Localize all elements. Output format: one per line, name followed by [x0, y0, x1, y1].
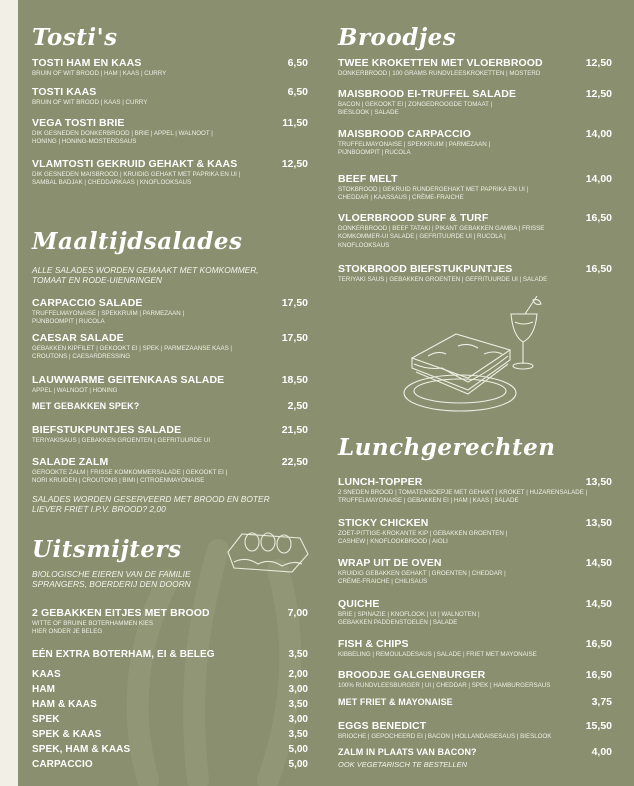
menu-item [338, 746, 612, 758]
item-name: HAM [32, 684, 56, 695]
salades-footnote: SALADES WORDEN GESERVEERD MET BROOD EN BOTER LIEVER FRIET I.P.V. BROOD? 2,00 [32, 494, 270, 514]
menu-item [338, 598, 612, 628]
menu-row [32, 729, 308, 741]
item-desc: BRUIN OF WIT BROOD | KAAS | CURRY [32, 99, 148, 106]
item-price: 3,50 [288, 649, 308, 660]
item-price: 14,00 [585, 128, 612, 140]
uitsmijters-intro: BIOLOGISCHE EIEREN VAN DE FAMILIE SPRANGERS, BOERDERIJ DEN DOORN [32, 569, 191, 589]
broodjes-heading: Broodjes [338, 24, 457, 51]
menu-item [32, 117, 308, 147]
menu-item [338, 57, 612, 78]
item-name: 2 GEBAKKEN EITJES MET BROOD [32, 607, 210, 619]
item-price: 3,75 [591, 696, 612, 708]
item-desc: TERIYAKI SAUS | GEBAKKEN GROENTEN | GEFRITUURDE UI | SALADE [338, 276, 548, 283]
menu-row [32, 684, 308, 696]
item-desc: STOKBROOD | GEKRUID RUNDERGEHAKT MET PAPRIKA EN UI | CHEDDAR | KAASSAUS | CRÈME-FRAICHE [338, 186, 529, 202]
item-price: 18,50 [281, 374, 308, 386]
uitsmijters-heading: Uitsmijters [32, 536, 182, 563]
menu-row [32, 699, 308, 711]
item-name: LAUWWARME GEITENKAAS SALADE [32, 374, 225, 386]
item-price: 3,50 [288, 729, 308, 740]
menu-item [338, 263, 612, 284]
item-name: SPEK [32, 714, 60, 725]
item-price: 12,50 [585, 57, 612, 69]
item-price: 5,00 [288, 759, 308, 770]
menu-row [32, 669, 308, 681]
menu-row [32, 649, 308, 661]
item-price: 7,00 [287, 607, 308, 619]
menu-item [338, 212, 612, 250]
item-name: MAISBROOD CARPACCIO [338, 128, 471, 140]
item-desc: BRIE | SPINAZIE | KNOFLOOK | UI | WALNOTEN | GEBAKKEN PADDENSTOELEN | SALADE [338, 611, 480, 627]
item-price: 16,50 [585, 263, 612, 275]
cocktail-glass-icon [503, 292, 553, 372]
tosti-heading: Tosti's [32, 24, 118, 51]
item-price: 5,00 [288, 744, 308, 755]
item-price: 16,50 [585, 212, 612, 224]
menu-item [338, 476, 612, 506]
item-name: VEGA TOSTI BRIE [32, 117, 125, 129]
item-price: 12,50 [281, 158, 308, 170]
item-name: KAAS [32, 669, 61, 680]
item-name: SALADE ZALM [32, 456, 109, 468]
item-desc: GEBAKKEN KIPFILET | GEKOOKT EI | SPEK | PARMEZAANSE KAAS | CROUTONS | CAESARDRESSING [32, 345, 233, 361]
item-price: 14,00 [585, 173, 612, 185]
item-desc: 2 SNEDEN BROOD | TOMATENSOEPJE MET GEHAKT | KROKET | HUZARENSALADE | TRUFFELMAYONAISE | GEBAKKEN EI | HAM | KAAS | SALADE [338, 489, 588, 505]
item-desc: TRUFFELMAYONAISE | SPEKKRUIM | PARMEZAAN | PIJNBOOMPIT | RUCOLA [338, 141, 491, 157]
item-price: 15,50 [585, 720, 612, 732]
item-desc: WITTE OF BRUINE BOTERHAMMEN KIES HIER ONDER JE BELEG [32, 620, 154, 636]
right-column [338, 0, 612, 786]
menu-item [338, 669, 612, 690]
menu-item [338, 173, 612, 203]
menu-item [32, 400, 308, 412]
item-name: TWEE KROKETTEN MET VLOERBROOD [338, 57, 543, 69]
item-desc: GEROOKTE ZALM | FRISSE KOMKOMMERSALADE | GEKOOKT EI | NORI KRUIDEN | CROUTONS | BIMI | CITROENMAYONAISE [32, 469, 228, 485]
item-price: 2,50 [287, 400, 308, 412]
item-name: STOKBROOD BIEFSTUKPUNTJES [338, 263, 513, 275]
menu-item [338, 88, 612, 118]
item-desc: DONKERBROOD | BEEF TATAKI | PIKANT GEBAKKEN GAMBA | FRISSE KOMKOMMER-UI SALADE | GEFRITUURDE UI | RUCOLA | KNOFLOOKSAUS [338, 225, 545, 249]
item-desc: DIK GESNEDEN DONKERBROOD | BRIE | APPEL | WALNOOT | HONING | HONING-MOSTERDSAUS [32, 130, 213, 146]
item-name: CARPACCIO SALADE [32, 297, 143, 309]
item-price: 2,00 [288, 669, 308, 680]
salades-intro: ALLE SALADES WORDEN GEMAAKT MET KOMKOMMER, TOMAAT EN RODE-UIENRINGEN [32, 265, 259, 285]
item-price: 4,00 [591, 746, 612, 758]
item-price: 16,50 [585, 669, 612, 681]
menu-item [32, 607, 308, 637]
item-name: LUNCH-TOPPER [338, 476, 423, 488]
item-name: ZALM IN PLAATS VAN BACON? [338, 747, 477, 757]
menu-item [338, 128, 612, 158]
item-name: VLAMTOSTI GEKRUID GEHAKT & KAAS [32, 158, 238, 170]
item-name: MAISBROOD EI-TRUFFEL SALADE [338, 88, 517, 100]
menu-item [32, 158, 308, 188]
item-desc: KRUIDIG GEBAKKEN GEHAKT | GROENTEN | CHEDDAR | CRÈME-FRAICHE | CHILISAUS [338, 570, 506, 586]
menu-item [32, 86, 308, 107]
item-price: 11,50 [282, 117, 308, 129]
item-name: BROODJE GALGENBURGER [338, 669, 486, 681]
menu-panel [18, 0, 634, 786]
menu-item [32, 424, 308, 445]
item-price: 22,50 [281, 456, 308, 468]
item-desc: 100% RUNDVLEESBURGER | UI | CHEDDAR | SPEK | HAMBURGERSAUS [338, 682, 551, 689]
salades-heading: Maaltijdsalades [32, 228, 243, 255]
item-desc: BRIOCHE | GEPOCHEERD EI | BACON | HOLLANDAISESAUS | BIESLOOK [338, 733, 552, 740]
menu-item [32, 297, 308, 327]
item-price: 13,50 [585, 517, 612, 529]
item-name: FISH & CHIPS [338, 638, 409, 650]
menu-item [32, 57, 308, 78]
item-price: 14,50 [585, 598, 612, 610]
item-name: EÉN EXTRA BOTERHAM, EI & BELEG [32, 649, 215, 660]
item-name: TOSTI HAM EN KAAS [32, 57, 142, 69]
item-price: 16,50 [585, 638, 612, 650]
item-name: SPEK, HAM & KAAS [32, 744, 131, 755]
item-desc: DONKERBROOD | 100 GRAMS RUNDVLEESKROKETTEN | MOSTERD [338, 70, 541, 77]
item-price: 12,50 [585, 88, 612, 100]
item-name: MET GEBAKKEN SPEK? [32, 401, 140, 411]
item-price: 21,50 [281, 424, 308, 436]
item-price: 13,50 [585, 476, 612, 488]
item-desc: APPEL | WALNOOT | HONING [32, 387, 118, 394]
item-name: TOSTI KAAS [32, 86, 97, 98]
item-price: 17,50 [281, 332, 308, 344]
item-name: QUICHE [338, 598, 380, 610]
item-name: BEEF MELT [338, 173, 398, 185]
item-name: MET FRIET & MAYONAISE [338, 697, 453, 707]
item-name: VLOERBROOD SURF & TURF [338, 212, 489, 224]
item-name: CARPACCIO [32, 759, 93, 770]
lunch-footnote: OOK VEGETARISCH TE BESTELLEN [338, 760, 468, 769]
egg-carton-icon [222, 522, 312, 577]
item-desc: DIK GESNEDEN MAISBROOD | KRUIDIG GEHAKT MET PAPRIKA EN UI | SAMBAL BADJAK | CHEDDARKAAS | KNOFLOOKSAUS [32, 171, 241, 187]
item-desc: TRUFFELMAYONAISE | SPEKKRUIM | PARMEZAAN | PIJNBOOMPIT | RUCOLA [32, 310, 185, 326]
menu-item [338, 696, 612, 708]
item-price: 6,50 [287, 57, 308, 69]
item-name: BIEFSTUKPUNTJES SALADE [32, 424, 182, 436]
item-desc: TERIYAKISAUS | GEBAKKEN GROENTEN | GEFRITUURDE UI [32, 437, 211, 444]
item-name: CAESAR SALADE [32, 332, 124, 344]
menu-row [32, 714, 308, 726]
lunch-heading: Lunchgerechten [338, 434, 556, 461]
menu-row [32, 744, 308, 756]
item-price: 3,00 [288, 684, 308, 695]
item-desc: BRUIN OF WIT BROOD | HAM | KAAS | CURRY [32, 70, 167, 77]
menu-item [32, 456, 308, 486]
menu-row [32, 759, 308, 771]
item-price: 17,50 [281, 297, 308, 309]
left-column [32, 0, 308, 786]
item-desc: KIBBELING | REMOULADESAUS | SALADE | FRIET MET MAYONAISE [338, 651, 537, 658]
menu-item [338, 557, 612, 587]
menu-item [32, 374, 308, 395]
item-price: 3,50 [288, 699, 308, 710]
item-price: 3,00 [288, 714, 308, 725]
item-name: WRAP UIT DE OVEN [338, 557, 442, 569]
item-name: SPEK & KAAS [32, 729, 102, 740]
item-desc: ZOET-PITTIGE-KROKANTE KIP | GEBAKKEN GROENTEN | CASHEW | KNOFLOOKBROOD | AIOLI [338, 530, 508, 546]
menu-item [338, 720, 612, 741]
item-name: STICKY CHICKEN [338, 517, 429, 529]
menu-item [32, 332, 308, 362]
menu-item [338, 517, 612, 547]
item-name: EGGS BENEDICT [338, 720, 427, 732]
menu-item [338, 638, 612, 659]
item-price: 14,50 [585, 557, 612, 569]
item-price: 6,50 [287, 86, 308, 98]
item-desc: BACON | GEKOOKT EI | ZONGEDROOGDE TOMAAT | BIESLOOK | SALADE [338, 101, 493, 117]
item-name: HAM & KAAS [32, 699, 97, 710]
